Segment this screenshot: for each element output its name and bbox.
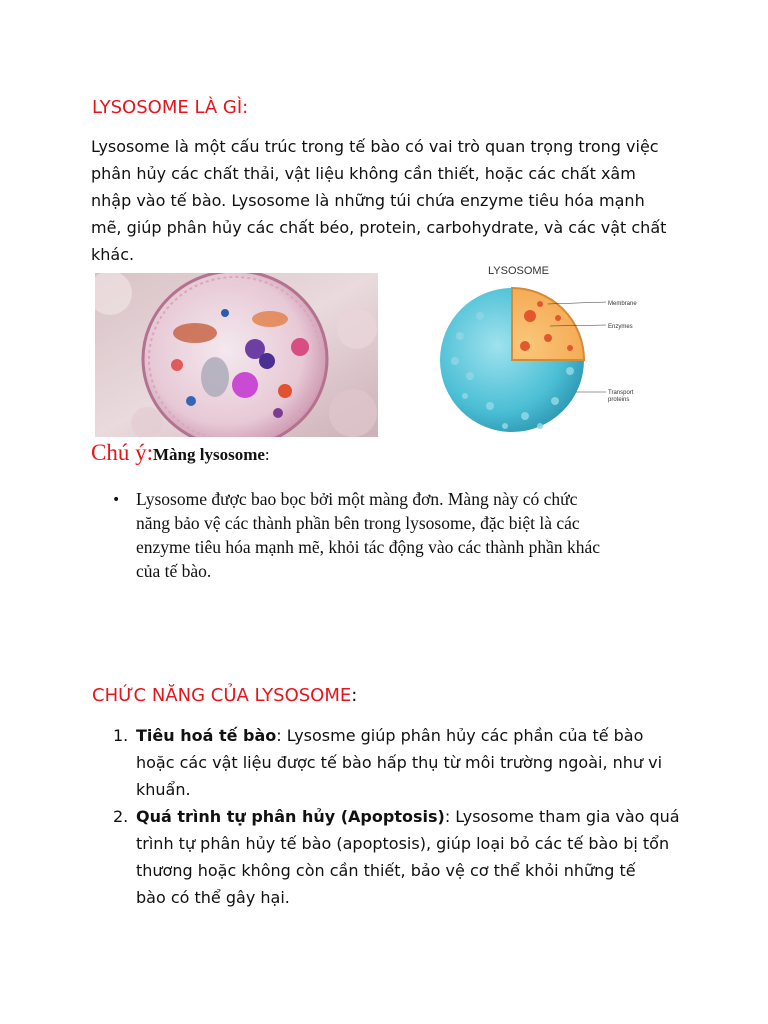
note-prefix: Chú ý:: [91, 440, 153, 465]
diagram-label-proteins: proteins: [608, 397, 630, 403]
note-line: [91, 440, 270, 466]
list-item-1: [136, 722, 736, 803]
list-item-2: [136, 803, 736, 911]
diagram-label-enzymes: Enzymes: [608, 324, 633, 330]
list-item-rest: : Lysosome tham gia vào quá: [444, 807, 680, 826]
diagram-label-membrane: Membrane: [608, 301, 637, 307]
cell-illustration-svg: [95, 273, 378, 437]
list-item-bold: Quá trình tự phân hủy (Apoptosis): [136, 807, 445, 826]
list-item-line: trình tự phân hủy tế bào (apoptosis), giúp loại bỏ các tế bào bị tổn: [136, 834, 670, 853]
intro-line: khác.: [91, 245, 135, 264]
list-item-first-line: [136, 803, 736, 830]
note-suffix: :: [264, 445, 270, 464]
lysosome-diagram: [430, 256, 662, 442]
cell-illustration-image: [95, 273, 378, 437]
list-item-line: thương hoặc không còn cần thiết, bảo vệ cơ thể khỏi những tế: [136, 861, 636, 880]
section-heading-text: CHỨC NĂNG CỦA LYSOSOME: [92, 685, 352, 706]
list-item-rest: : Lysosme giúp phân hủy các phần của tế bào: [276, 726, 644, 745]
list-item-first-line: [136, 722, 736, 749]
lysosome-diagram-svg: [430, 256, 662, 442]
bullet-line: năng bảo vệ các thành phần bên trong lysosome, đặc biệt là các: [136, 513, 580, 533]
intro-line: Lysosome là một cấu trúc trong tế bào có vai trò quan trọng trong việc: [91, 137, 659, 156]
intro-paragraph: [91, 133, 711, 268]
bullet-line: enzyme tiêu hóa mạnh mẽ, khỏi tác động vào các thành phần khác: [136, 537, 601, 557]
diagram-title: LYSOSOME: [488, 265, 549, 277]
bullet-line: Lysosome được bao bọc bởi một màng đơn. Màng này có chức: [136, 489, 578, 509]
section-heading-functions: [92, 685, 357, 706]
section-heading-lysosome: LYSOSOME LÀ GÌ:: [92, 97, 249, 118]
intro-line: nhập vào tế bào. Lysosome là những túi chứa enzyme tiêu hóa mạnh: [91, 191, 645, 210]
note-label: Màng lysosome: [152, 445, 265, 464]
list-number-2: 2.: [113, 807, 129, 826]
diagram-label-transport: Transport: [608, 390, 634, 396]
list-item-line: bào có thể gây hại.: [136, 888, 290, 907]
bullet-line: của tế bào.: [136, 561, 212, 581]
list-item-line: khuẩn.: [136, 780, 191, 799]
bullet-paragraph: [136, 487, 716, 583]
bullet-marker: •: [112, 492, 121, 508]
list-item-bold: Tiêu hoá tế bào: [136, 726, 277, 745]
list-item-line: hoặc các vật liệu được tế bào hấp thụ từ môi trường ngoài, như vi: [136, 753, 663, 772]
section-heading-colon: :: [351, 685, 358, 706]
intro-line: mẽ, giúp phân hủy các chất béo, protein, carbohydrate, và các vật chất: [91, 218, 667, 237]
intro-line: phân hủy các chất thải, vật liệu không cần thiết, hoặc các chất xâm: [91, 164, 636, 183]
list-number-1: 1.: [113, 726, 129, 745]
